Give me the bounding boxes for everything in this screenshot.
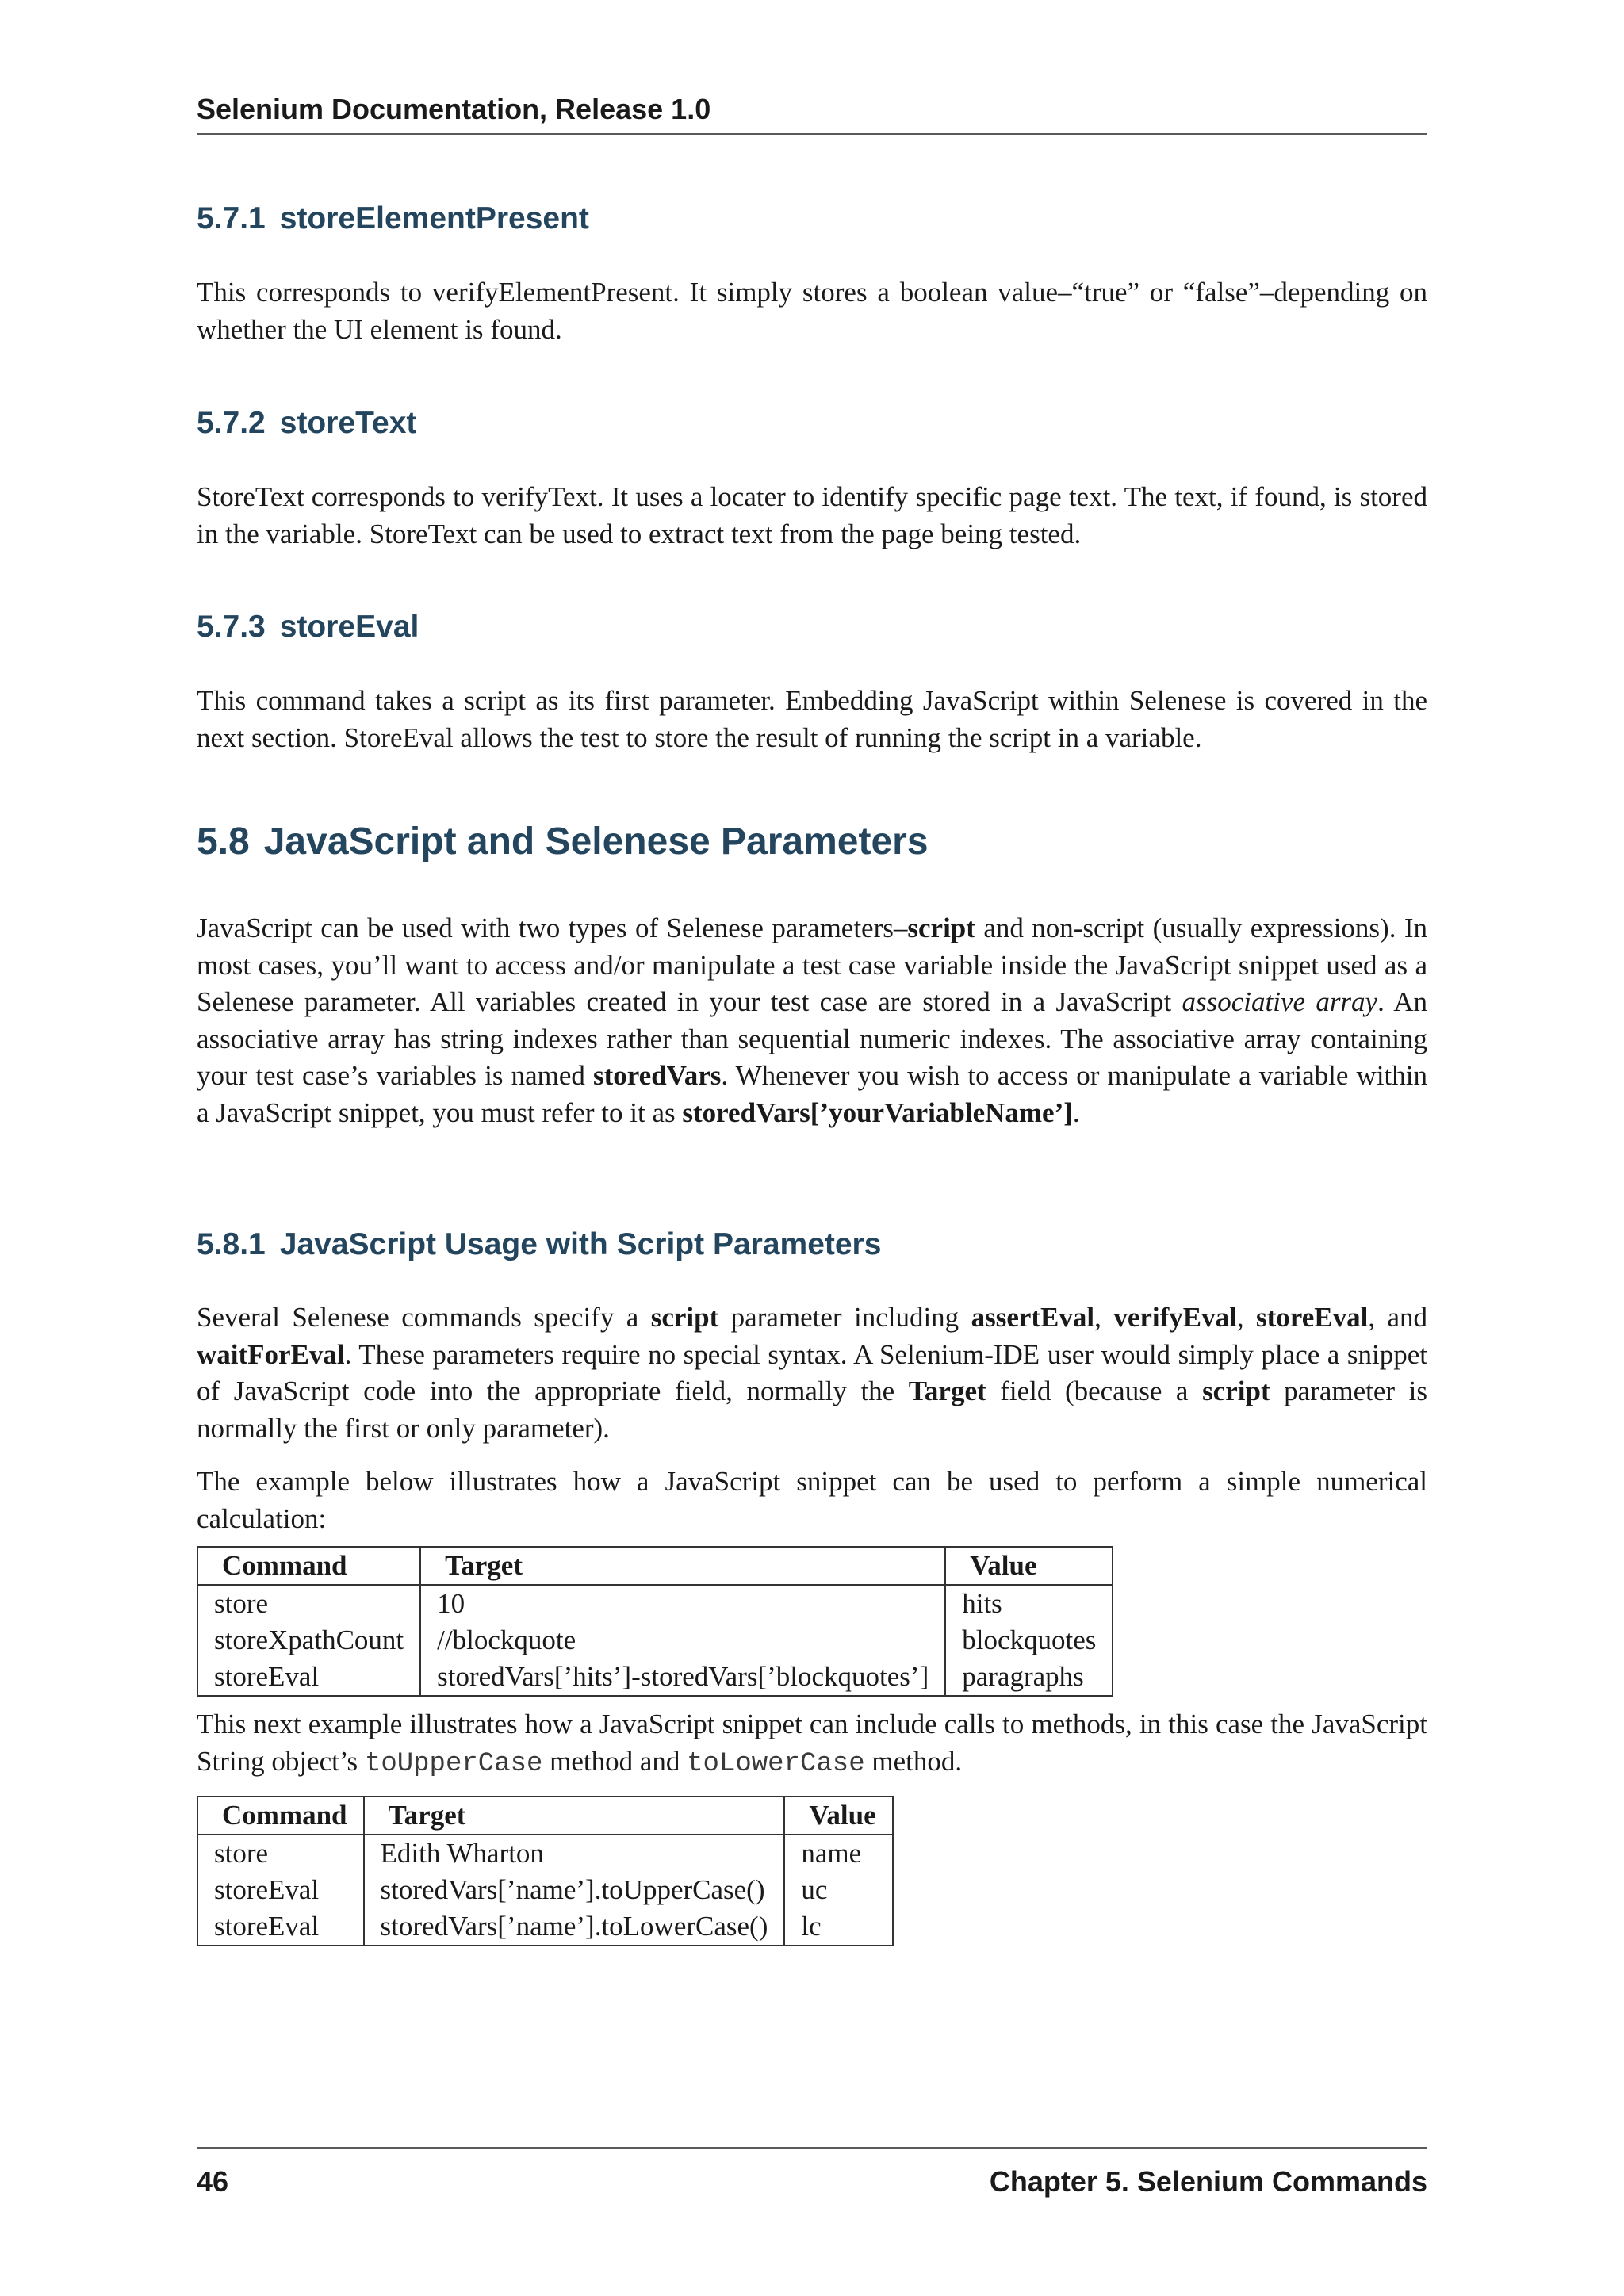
section-title: storeText xyxy=(279,406,417,440)
table-header-row xyxy=(197,1547,1113,1585)
table-row xyxy=(197,1585,1113,1622)
section-heading-5-7-3 xyxy=(197,608,419,646)
section-number: 5.7.2 xyxy=(197,406,266,440)
table-cell: uc xyxy=(784,1872,892,1908)
table-cell: name xyxy=(784,1835,892,1872)
table-header-row xyxy=(197,1797,893,1835)
chapter-title: Chapter 5. Selenium Commands xyxy=(989,2165,1427,2198)
table-row xyxy=(197,1908,893,1946)
section-heading-5-7-2 xyxy=(197,404,416,442)
paragraph-methods-example: This next example illustrates how a JavaScript snippet can include calls to methods, in this case the JavaScript String object’s toUpperCase method and toLowerCase method. xyxy=(197,1709,1427,1779)
table-cell: storedVars[’hits’]-storedVars[’blockquotes’] xyxy=(420,1659,945,1696)
page-number: 46 xyxy=(197,2165,229,2198)
example-table-methods xyxy=(197,1796,894,1946)
section-title: JavaScript Usage with Script Parameters xyxy=(279,1227,882,1261)
bold-term: storedVars[’yourVariableName’] xyxy=(682,1096,1073,1128)
paragraph-store-text: StoreText corresponds to verifyText. It uses a locater to identify specific page text. The text, if found, is stored in the variable. StoreText can be used to extract text from the page being tested. xyxy=(197,481,1427,549)
section-heading-5-8-1 xyxy=(197,1226,881,1264)
paragraph-javascript-parameters: JavaScript can be used with two types of Selenese parameters–script and non-script (usually expressions). In most cases, you’ll want to access and/or manipulate a test case variable inside the JavaScript snippet used as a Selenese parameter. All variables created in your test case are stored in a JavaScript associative array. An associative array has string indexes rather than sequential numeric indexes. The associative array containing your test case’s variables is named storedVars. Whenever you wish to access or manipulate a variable within a JavaScript snippet, you must refer to it as storedVars[’yourVariableName’]. xyxy=(197,913,1428,1128)
section-title: storeElementPresent xyxy=(279,201,589,235)
table-cell: storeXpathCount xyxy=(197,1622,420,1659)
table-cell: storeEval xyxy=(197,1908,364,1946)
table-cell: storedVars[’name’].toLowerCase() xyxy=(364,1908,785,1946)
bold-term: storedVars xyxy=(592,1060,722,1091)
section-title: storeEval xyxy=(279,610,419,644)
table-cell: storeEval xyxy=(197,1659,420,1696)
table-cell: store xyxy=(197,1585,420,1622)
paragraph-store-element-present: This corresponds to verifyElementPresent. It simply stores a boolean value–“true” or “false”–depending on whether the UI element is found. xyxy=(197,277,1427,345)
table-cell: paragraphs xyxy=(945,1659,1113,1696)
paragraph-store-eval: This command takes a script as its first parameter. Embedding JavaScript within Selenese is covered in the next section. StoreEval allows the test to store the result of running the script in a variable. xyxy=(197,685,1427,753)
section-title: JavaScript and Selenese Parameters xyxy=(263,821,929,863)
running-header: Selenium Documentation, Release 1.0 xyxy=(197,89,1427,135)
table-row xyxy=(197,1872,893,1908)
table-cell: lc xyxy=(784,1908,892,1946)
bold-term: script xyxy=(907,913,975,943)
table-cell: hits xyxy=(945,1585,1113,1622)
inline-code: toLowerCase xyxy=(687,1748,865,1779)
section-number: 5.8 xyxy=(197,821,250,863)
section-number: 5.7.3 xyxy=(197,610,266,644)
column-header: Value xyxy=(945,1547,1113,1585)
table-cell: Edith Wharton xyxy=(364,1835,785,1872)
section-heading-5-8 xyxy=(197,818,929,866)
paragraph-example-intro: The example below illustrates how a JavaScript snippet can be used to perform a simple numerical calculation: xyxy=(197,1466,1427,1534)
example-table-numerical xyxy=(197,1546,1113,1697)
table-cell: blockquotes xyxy=(945,1622,1113,1659)
table-cell: //blockquote xyxy=(420,1622,945,1659)
table-cell: store xyxy=(197,1835,364,1872)
section-heading-5-7-1 xyxy=(197,200,589,238)
paragraph-script-parameters: Several Selenese commands specify a script parameter including assertEval, verifyEval, storeEval, and waitForEval. These parameters require no special syntax. A Selenium-IDE user would simply place a snippet of JavaScript code into the appropriate field, normally the Target field (because a script parameter is normally the first or only parameter). xyxy=(197,1302,1428,1444)
column-header: Command xyxy=(197,1797,364,1835)
column-header: Command xyxy=(197,1547,420,1585)
table-cell: storedVars[’name’].toUpperCase() xyxy=(364,1872,785,1908)
column-header: Target xyxy=(364,1797,785,1835)
table-row xyxy=(197,1622,1113,1659)
inline-code: toUpperCase xyxy=(364,1748,543,1779)
page-footer xyxy=(197,2147,1427,2199)
table-cell: storeEval xyxy=(197,1872,364,1908)
table-row xyxy=(197,1835,893,1872)
section-number: 5.7.1 xyxy=(197,201,266,235)
section-number: 5.8.1 xyxy=(197,1227,266,1261)
document-page xyxy=(197,0,1427,2296)
column-header: Target xyxy=(420,1547,945,1585)
italic-term: associative array xyxy=(1182,986,1378,1017)
table-row xyxy=(197,1659,1113,1696)
table-cell: 10 xyxy=(420,1585,945,1622)
column-header: Value xyxy=(784,1797,892,1835)
